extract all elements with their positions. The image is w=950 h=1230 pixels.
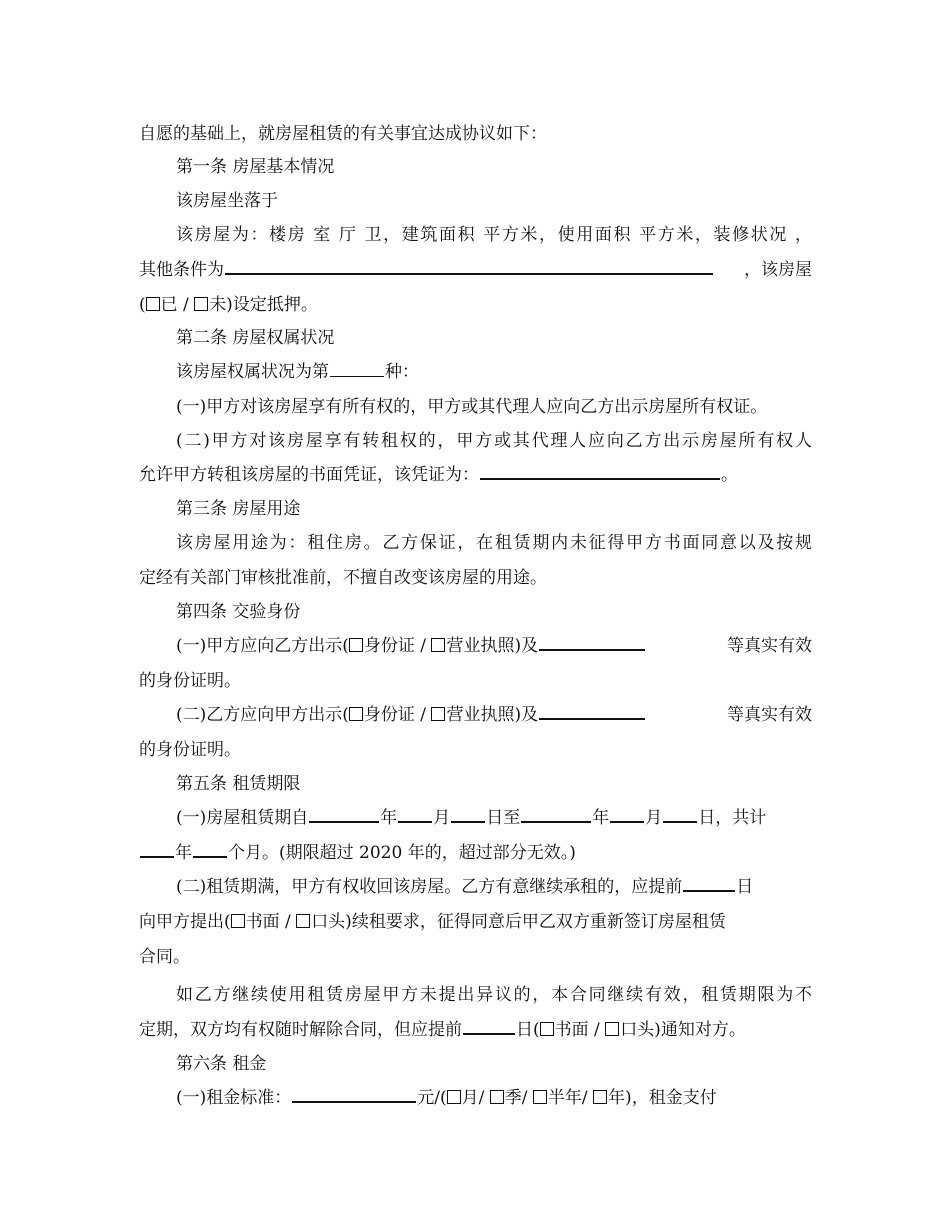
text-line xyxy=(176,355,812,389)
heading-text: 第三条 房屋用途 xyxy=(176,499,301,519)
section-heading-5 xyxy=(176,767,812,801)
checkbox-written[interactable] xyxy=(231,914,245,928)
paragraph-text: 口头)通知对方。 xyxy=(620,1020,746,1040)
paragraph-text: 日( xyxy=(516,1020,540,1040)
paragraph-text: 日至 xyxy=(486,808,521,828)
end-month-blank[interactable] xyxy=(610,805,644,823)
paragraph-text: 未)设定抵押。 xyxy=(209,295,318,315)
checkbox-monthly[interactable] xyxy=(447,1090,461,1104)
text-line xyxy=(176,698,812,732)
heading-text: 第五条 租赁期限 xyxy=(176,774,301,794)
text-line xyxy=(139,836,812,870)
text-line xyxy=(176,801,812,835)
paragraph-text: 等真实有效 xyxy=(727,705,812,725)
paragraph-text: 该房屋为：楼房 室 厅 卫，建筑面积 平方米，使用面积 平方米，装修状况 ， xyxy=(176,225,812,245)
paragraph-text: 营业执照)及 xyxy=(446,636,539,656)
paragraph-text: 允许甲方转租该房屋的书面凭证，该凭证为： xyxy=(139,465,479,485)
text-line xyxy=(176,526,812,560)
paragraph-text: 其他条件为 xyxy=(139,260,224,280)
heading-text: 第二条 房屋权属状况 xyxy=(176,328,335,348)
paragraph-text: 日 xyxy=(736,877,754,897)
heading-text: 第六条 租金 xyxy=(176,1054,267,1074)
end-day-blank[interactable] xyxy=(663,805,697,823)
paragraph-text: (一)甲方应向乙方出示( xyxy=(176,636,349,656)
paragraph-text: ( xyxy=(139,295,146,315)
section-heading-3 xyxy=(176,492,812,526)
paragraph-text: (一)甲方对该房屋享有所有权的，甲方或其代理人应向乙方出示房屋所有权证。 xyxy=(176,397,768,417)
checkbox-oral[interactable] xyxy=(296,914,310,928)
total-years-blank[interactable] xyxy=(140,840,174,858)
text-line xyxy=(139,940,812,974)
start-day-blank[interactable] xyxy=(451,805,485,823)
paragraph-text: 年)，租金支付 xyxy=(608,1088,717,1108)
paragraph-text: 向甲方提出( xyxy=(139,912,231,932)
termination-notice-days-blank[interactable] xyxy=(463,1017,515,1035)
section-heading-2 xyxy=(176,321,812,355)
paragraph-text: 月 xyxy=(645,808,663,828)
paragraph-text: 已 / xyxy=(160,295,195,315)
checkbox-mortgaged[interactable] xyxy=(146,297,160,311)
paragraph-text: 元/( xyxy=(417,1088,447,1108)
text-line xyxy=(176,978,812,1012)
paragraph-text: 月 xyxy=(433,808,451,828)
paragraph-text: 该房屋权属状况为第 xyxy=(176,362,329,382)
checkbox-not-mortgaged[interactable] xyxy=(194,297,208,311)
paragraph-text: 如乙方继续使用租赁房屋甲方未提出异议的，本合同继续有效，租赁期限为不 xyxy=(176,985,812,1005)
checkbox-oral[interactable] xyxy=(605,1022,619,1036)
paragraph-text: (二)甲方对该房屋享有转租权的，甲方或其代理人应向乙方出示房屋所有权人 xyxy=(176,431,812,451)
checkbox-yearly[interactable] xyxy=(593,1090,607,1104)
text-line xyxy=(176,629,812,663)
text-line xyxy=(139,561,812,595)
section-heading-4 xyxy=(176,595,812,629)
text-line xyxy=(139,664,812,698)
paragraph-text: 自愿的基础上，就房屋租赁的有关事宜达成协议如下： xyxy=(139,124,547,144)
start-year-blank[interactable] xyxy=(309,805,379,823)
paragraph-text: (一)房屋租赁期自 xyxy=(176,808,309,828)
paragraph-text: 口头)续租要求，征得同意后甲乙双方重新签订房屋租赁 xyxy=(311,912,726,932)
paragraph-text: 定期，双方均有权随时解除合同，但应提前 xyxy=(139,1020,462,1040)
paragraph-text: 季/ xyxy=(504,1088,533,1108)
paragraph-text: 年 xyxy=(592,808,610,828)
text-line xyxy=(139,1013,812,1047)
end-year-blank[interactable] xyxy=(521,805,591,823)
text-line xyxy=(139,288,812,322)
paragraph-text: (一)租金标准： xyxy=(176,1088,292,1108)
paragraph-text: ，该房屋 xyxy=(744,260,812,280)
checkbox-business-license[interactable] xyxy=(431,707,445,721)
paragraph-text: 书面 / xyxy=(245,912,297,932)
renewal-notice-days-blank[interactable] xyxy=(683,874,735,892)
paragraph-text: 年 xyxy=(380,808,398,828)
text-line xyxy=(176,390,812,424)
text-line xyxy=(139,905,812,939)
paragraph-text: 日，共计 xyxy=(698,808,767,828)
text-line xyxy=(176,218,812,252)
checkbox-id-card[interactable] xyxy=(349,638,363,652)
text-line xyxy=(139,733,812,767)
paragraph-text: 身份证 / xyxy=(363,705,432,725)
paragraph-text: 营业执照)及 xyxy=(446,705,539,725)
party-a-id-blank[interactable] xyxy=(539,633,645,651)
paragraph-text: 个月。(期限超过 2020 年的，超过部分无效。) xyxy=(228,843,576,863)
paragraph-text: 合同。 xyxy=(139,947,190,967)
checkbox-business-license[interactable] xyxy=(431,638,445,652)
paragraph-text: 年 xyxy=(175,843,192,863)
rent-amount-blank[interactable] xyxy=(292,1085,416,1103)
text-line xyxy=(176,1081,812,1115)
other-conditions-blank[interactable] xyxy=(225,257,713,275)
paragraph-text: (二)乙方应向甲方出示( xyxy=(176,705,349,725)
paragraph-text: 月/ xyxy=(461,1088,490,1108)
total-months-blank[interactable] xyxy=(193,840,227,858)
text-line xyxy=(176,184,812,218)
ownership-type-blank[interactable] xyxy=(330,360,384,377)
paragraph-text: 种： xyxy=(385,362,419,382)
paragraph-text: 该房屋坐落于 xyxy=(176,191,278,211)
paragraph-text: 半年/ xyxy=(547,1088,594,1108)
heading-text: 第一条 房屋基本情况 xyxy=(176,157,335,177)
checkbox-quarterly[interactable] xyxy=(490,1090,504,1104)
text-line xyxy=(176,870,812,904)
checkbox-half-year[interactable] xyxy=(533,1090,547,1104)
paragraph-text: 的身份证明。 xyxy=(139,740,241,760)
paragraph-text: 定经有关部门审核批准前，不擅自改变该房屋的用途。 xyxy=(139,568,547,588)
start-month-blank[interactable] xyxy=(398,805,432,823)
paragraph-text: 等真实有效 xyxy=(727,636,812,656)
checkbox-id-card[interactable] xyxy=(349,707,363,721)
section-heading-1 xyxy=(176,150,812,184)
party-b-id-blank[interactable] xyxy=(539,702,645,720)
checkbox-written[interactable] xyxy=(540,1022,554,1036)
paragraph-text: 的身份证明。 xyxy=(139,671,241,691)
section-heading-6 xyxy=(176,1047,812,1081)
paragraph-text: 身份证 / xyxy=(363,636,432,656)
text-line xyxy=(139,253,812,287)
text-line xyxy=(139,117,812,151)
paragraph-text: 。 xyxy=(721,465,738,485)
paragraph-text: 书面 / xyxy=(554,1020,606,1040)
paragraph-text: 该房屋用途为：租住房。乙方保证，在租赁期内未征得甲方书面同意以及按规 xyxy=(176,533,812,553)
heading-text: 第四条 交验身份 xyxy=(176,602,301,622)
text-line xyxy=(176,424,812,458)
text-line xyxy=(139,458,812,492)
certificate-blank[interactable] xyxy=(480,462,720,480)
paragraph-text: (二)租赁期满，甲方有权收回该房屋。乙方有意继续承租的，应提前 xyxy=(176,877,683,897)
